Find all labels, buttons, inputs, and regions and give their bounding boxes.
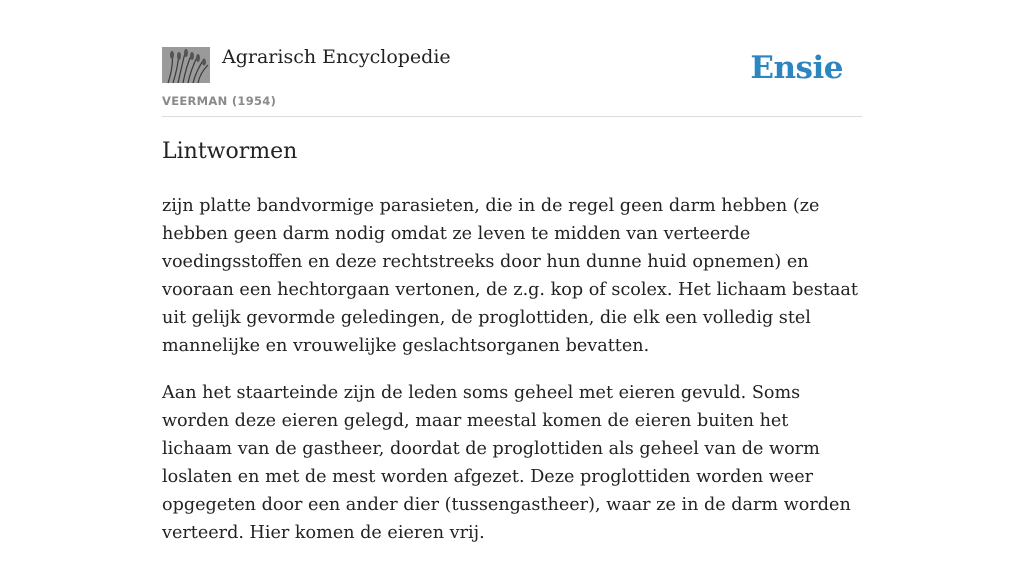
wheat-icon[interactable] (162, 47, 210, 83)
paragraph-1: zijn platte bandvormige parasieten, die in de regel geen darm hebben (ze hebben geen darm nodig omdat ze leven te midden van verteerde voedingsstoffen en deze rechtstreeks door hun dunne huid opnemen) en vooraan een hechtorgaan vertonen, de z.g. kop of scolex. Het lichaam bestaat uit gelijk gevormde geledingen, de proglottiden, die elk een volledig stel mannelijke en vrouwelijke geslachtsorganen bevatten. (162, 196, 858, 356)
brand-logo[interactable]: Ensie (750, 50, 843, 86)
paragraph-2: Aan het staarteinde zijn de leden soms geheel met eieren gevuld. Soms worden deze eieren gelegd, maar meestal komen de eieren buiten het lichaam van de gastheer, doordat de proglottiden als geheel van de worm loslaten en met de mest worden afgezet. Deze proglottiden worden weer opgegeten door een ander dier (tussengastheer), waar ze in de darm worden verteerd. Hier komen de eieren vrij. (162, 383, 851, 543)
header (162, 40, 862, 117)
article-body (162, 192, 862, 566)
source-label[interactable]: VEERMAN (1954) (162, 94, 277, 108)
publication-name[interactable]: Agrarisch Encyclopedie (222, 46, 451, 68)
article-title: Lintwormen (162, 139, 298, 164)
